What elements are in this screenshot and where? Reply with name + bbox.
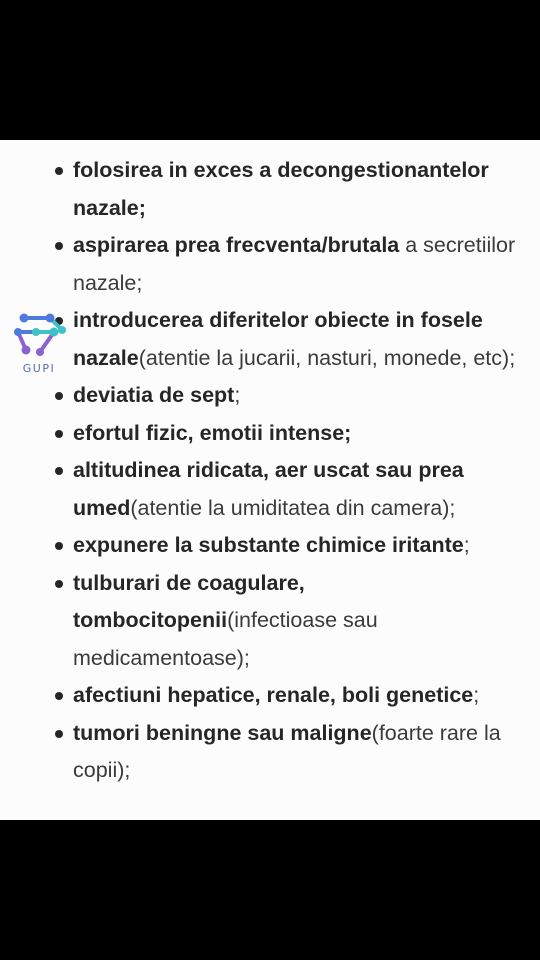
- item-bold-text: tumori beningne sau maligne: [73, 720, 372, 745]
- list-item: [0, 452, 540, 527]
- item-bold-text: folosirea in exces a decongestionantelor nazale;: [73, 158, 489, 220]
- bullet-icon: [55, 730, 63, 738]
- item-bold-text: efortul fizic, emotii intense;: [73, 420, 352, 445]
- document-page[interactable]: [0, 140, 540, 820]
- item-normal-text: (atentie la umiditatea din camera);: [130, 495, 456, 520]
- item-bold-text: introducerea diferitelor obiecte in fosele nazale: [73, 308, 483, 370]
- bullet-icon: [55, 392, 63, 400]
- list-item: [0, 527, 540, 565]
- bottom-black-band: [0, 820, 540, 960]
- list-item: [0, 677, 540, 715]
- bullet-icon: [55, 542, 63, 550]
- list-item: [0, 227, 540, 302]
- bullet-icon: [55, 430, 63, 438]
- item-normal-text: a secretiilor nazale;: [73, 233, 516, 295]
- item-normal-text: (atentie la jucarii, nasturi, monede, etc);: [138, 345, 516, 370]
- bullet-list: [0, 152, 540, 790]
- item-bold-text: tulburari de coagulare, tombocitopenii: [73, 570, 305, 632]
- cut-off-previous-line: [225, 140, 285, 142]
- molecule-logo-icon: [10, 310, 68, 362]
- item-normal-text: ;: [234, 383, 241, 407]
- list-item: [0, 302, 540, 377]
- bullet-icon: [55, 692, 63, 700]
- item-bold-text: altitudinea ridicata, aer uscat sau prea umed: [73, 458, 464, 520]
- top-black-band: [0, 0, 540, 140]
- watermark-text: GUPI: [22, 362, 56, 375]
- bullet-icon: [55, 580, 63, 588]
- list-item: [0, 377, 540, 415]
- item-normal-text: (foarte rare la copii);: [73, 720, 501, 782]
- item-bold-text: deviatia de sept: [73, 383, 235, 407]
- item-normal-text: ;: [473, 683, 480, 707]
- gupi-watermark: [10, 310, 68, 382]
- bullet-icon: [55, 242, 63, 250]
- item-bold-text: aspirarea prea frecventa/brutala: [73, 233, 400, 257]
- list-item: [0, 565, 540, 678]
- item-normal-text: (infectioase sau medicamentoase);: [73, 608, 378, 670]
- list-item: [0, 715, 540, 790]
- item-normal-text: ;: [463, 533, 470, 557]
- list-item: [0, 152, 540, 227]
- list-item: [0, 415, 540, 453]
- item-bold-text: expunere la substante chimice iritante: [73, 533, 464, 557]
- item-bold-text: afectiuni hepatice, renale, boli genetice: [73, 683, 474, 707]
- bullet-icon: [55, 467, 63, 475]
- bullet-icon: [55, 167, 63, 175]
